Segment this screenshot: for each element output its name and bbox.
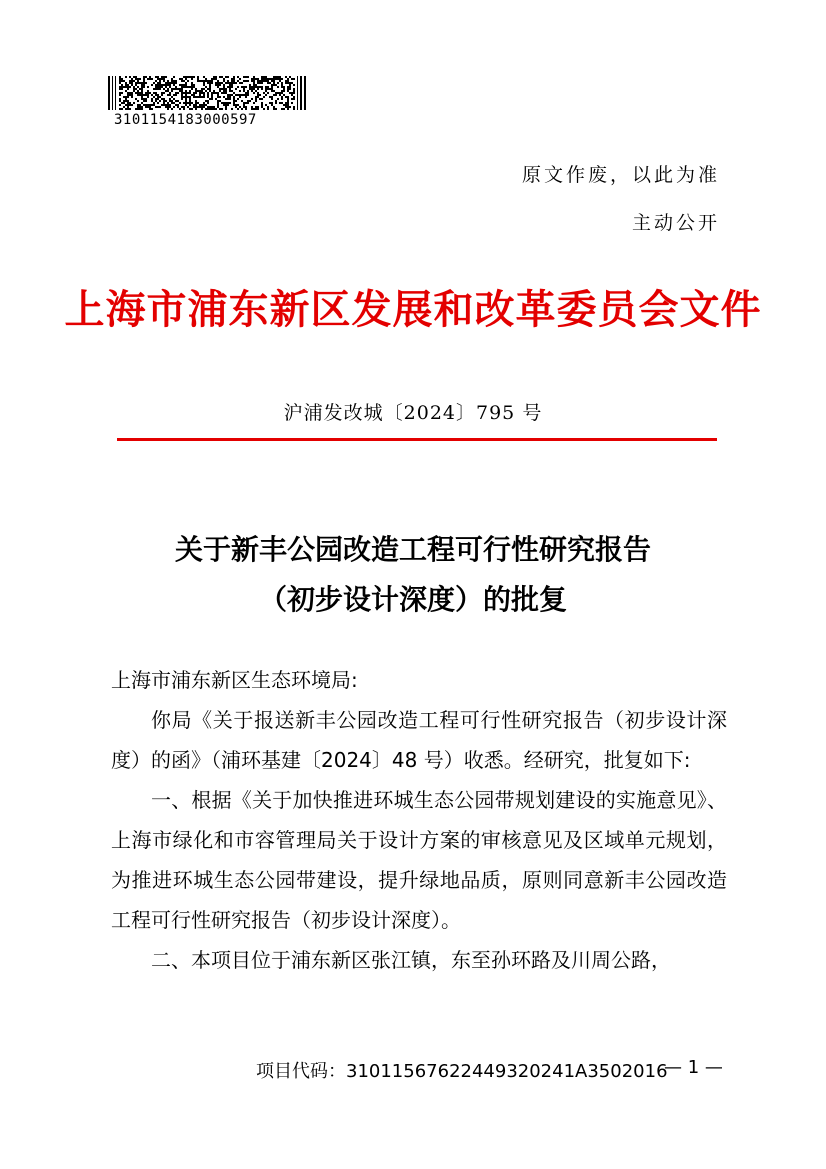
paragraph: 二、本项目位于浦东新区张江镇，东至孙环路及川周公路， xyxy=(151,948,671,972)
recipient: 上海市浦东新区生态环境局: xyxy=(111,668,358,692)
page-number: — 1 — xyxy=(664,1057,723,1078)
document-title-line-2: （初步设计深度）的批复 xyxy=(258,583,567,616)
barcode xyxy=(108,76,306,110)
red-divider-line xyxy=(117,438,717,441)
document-title-line-1: 关于新丰公园改造工程可行性研究报告 xyxy=(174,533,651,566)
issuing-organization-title: 上海市浦东新区发展和改革委员会文件 xyxy=(64,286,762,333)
paragraph: 你局《关于报送新丰公园改造工程可行性研究报告（初步设计深度）的函》（浦环基建〔2024〕48 号）收悉。经研究，批复如下: xyxy=(111,708,727,772)
disclosure-label: 主动公开 xyxy=(631,212,720,234)
document-body xyxy=(111,660,727,980)
project-code: 项目代码：31011567622449320241A3502016 xyxy=(256,1061,668,1082)
void-notice: 原文作废，以此为准 xyxy=(521,164,720,186)
paragraph: 一、根据《关于加快推进环城生态公园带规划建设的实施意见》、上海市绿化和市容管理局关于设计方案的审核意见及区域单元规划，为推进环城生态公园带建设，提升绿地品质，原则同意新丰公园改造工程可行性研究报告（初步设计深度）。 xyxy=(111,788,727,932)
barcode-number: 3101154183000597 xyxy=(114,112,257,128)
document-number: 沪浦发改城〔2024〕795 号 xyxy=(283,402,543,424)
